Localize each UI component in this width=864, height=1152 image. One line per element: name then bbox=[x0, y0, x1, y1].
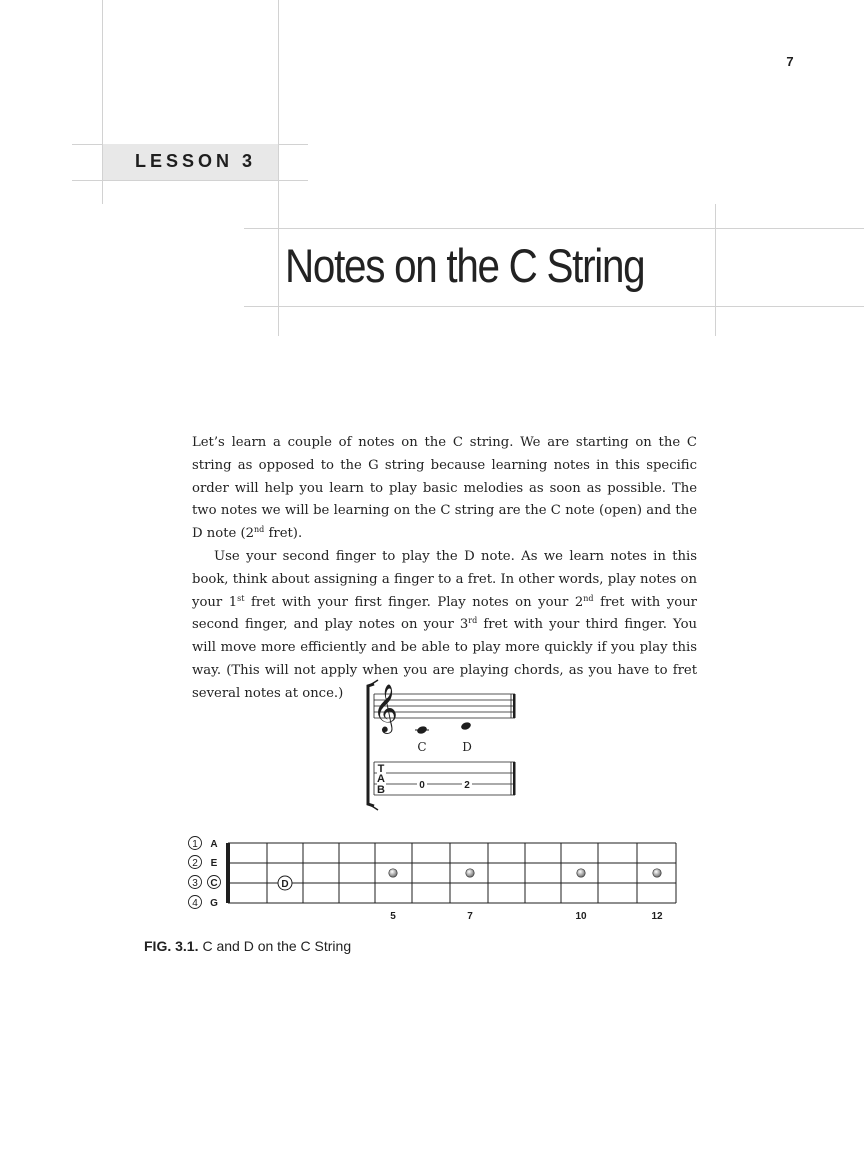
tab-number-d: 2 bbox=[464, 780, 470, 791]
fret-number-7: 7 bbox=[467, 911, 473, 922]
tab-letter-b: B bbox=[377, 784, 385, 796]
svg-text:C: C bbox=[210, 878, 218, 889]
grid-line bbox=[72, 180, 308, 181]
fret-inlay-dot bbox=[653, 869, 661, 877]
note-marker-d bbox=[278, 876, 292, 890]
note-c bbox=[415, 725, 429, 735]
tab-number-c: 0 bbox=[419, 780, 425, 791]
page-number: 7 bbox=[786, 54, 794, 69]
fretboard-diagram bbox=[180, 832, 680, 932]
body-text bbox=[192, 432, 697, 706]
svg-text:4: 4 bbox=[192, 898, 198, 909]
fret-inlay-dot bbox=[389, 869, 397, 877]
grid-line bbox=[244, 228, 864, 229]
svg-text:E: E bbox=[210, 858, 218, 869]
note-name-c: C bbox=[417, 740, 427, 754]
paragraph: Let’s learn a couple of notes on the C string. We are starting on the C string as opposed to the G string because learning notes in this specific order will help you learn to play basic melodies as soon as possible. The two notes we will be learning on the C string are the C note (open) and the D note (2nd fret). bbox=[192, 435, 697, 542]
svg-text:A: A bbox=[210, 839, 218, 850]
note-d bbox=[460, 721, 472, 731]
note-name-d: D bbox=[462, 740, 472, 754]
svg-text:3: 3 bbox=[192, 878, 198, 889]
fret-number-5: 5 bbox=[390, 911, 396, 922]
treble-clef-icon: 𝄞 bbox=[373, 683, 398, 732]
fret-number-10: 10 bbox=[575, 911, 587, 922]
tab-letter-a: A bbox=[377, 773, 385, 785]
svg-text:2: 2 bbox=[192, 858, 198, 869]
grid-line bbox=[244, 306, 864, 307]
chapter-title: Notes on the C String bbox=[285, 239, 645, 292]
figure-caption-text: C and D on the C String bbox=[202, 938, 352, 954]
fretboard-nut bbox=[226, 843, 230, 903]
svg-text:1: 1 bbox=[192, 839, 198, 850]
fret-number-12: 12 bbox=[651, 911, 663, 922]
tab-staff bbox=[374, 762, 515, 795]
figure-caption bbox=[144, 938, 351, 954]
grid-line bbox=[278, 0, 279, 336]
fretboard-strings bbox=[228, 843, 676, 903]
fret-inlay-dot bbox=[466, 869, 474, 877]
music-notation bbox=[360, 676, 530, 812]
fret-inlay-dot bbox=[577, 869, 585, 877]
svg-text:G: G bbox=[210, 898, 218, 909]
string-labels bbox=[189, 837, 221, 910]
figure-label: FIG. 3.1. bbox=[144, 938, 199, 954]
lesson-label: LESSON 3 bbox=[135, 151, 257, 171]
paragraph: Use your second finger to play the D note. As we learn notes in this book, think about assigning a finger to a fret. In other words, play notes on your 1st fret with your first finger. Play notes on your 2nd fret with your second finger, and play notes on your 3rd fret with your third finger. You will move more efficiently and be able to play more quickly if you play this way. (This will not apply when you are playing chords, as you have to fret several notes at once.) bbox=[192, 548, 697, 701]
grid-line bbox=[715, 204, 716, 336]
tab-letter-t: T bbox=[377, 763, 385, 775]
svg-text:D: D bbox=[281, 879, 289, 890]
